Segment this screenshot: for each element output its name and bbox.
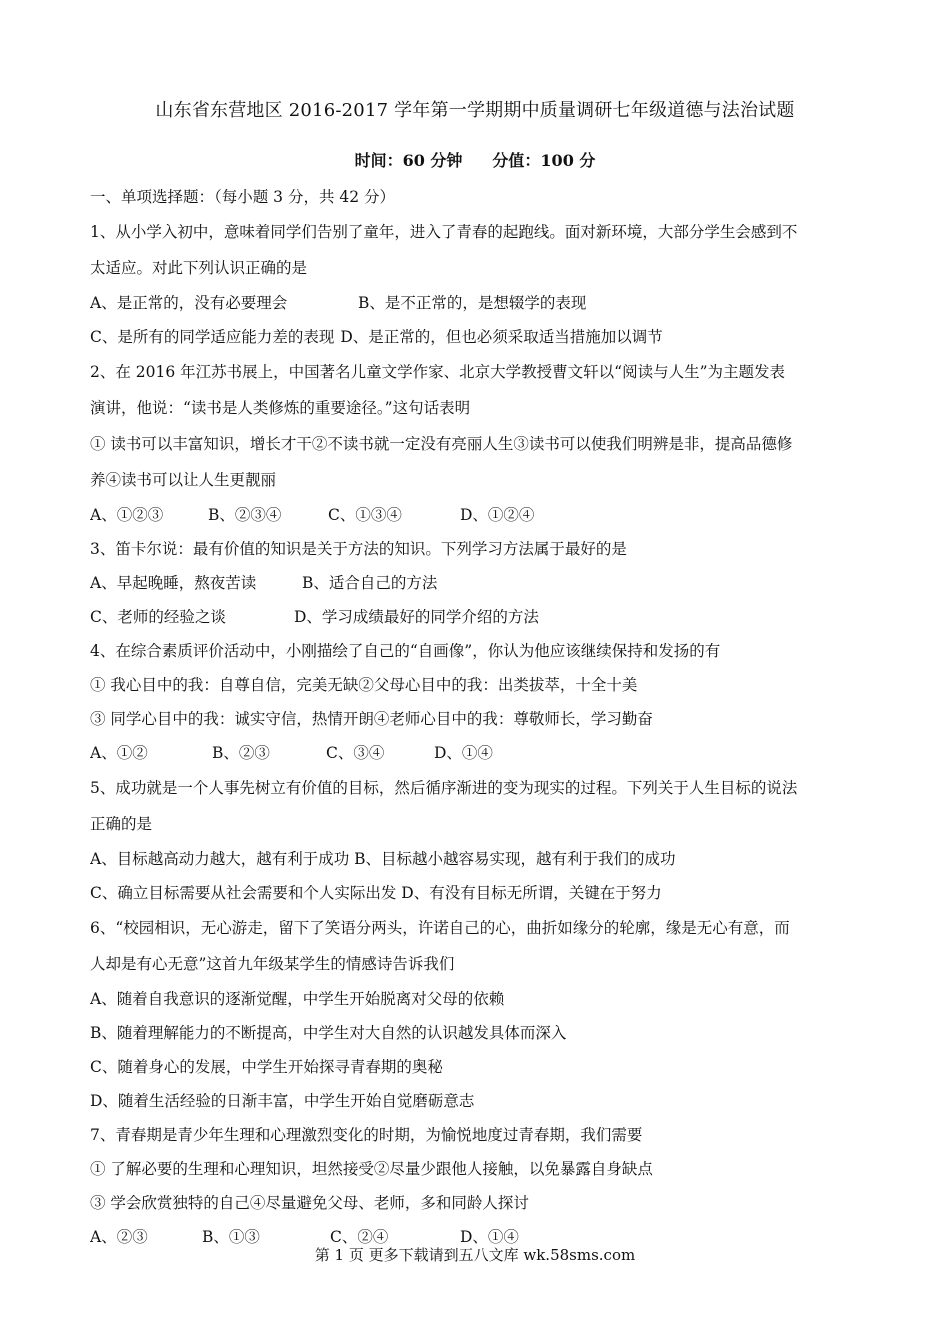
q1-option-b: B、是不正常的，是想辍学的表现 (358, 294, 587, 312)
q5-stem-line2: 正确的是 (90, 815, 153, 833)
q1-stem-line2: 太适应。对此下列认识正确的是 (90, 259, 308, 277)
q4-items-line1: ① 我心目中的我：自尊自信，完美无缺②父母心目中的我：出类拔萃，十全十美 (90, 676, 638, 694)
q2-option-b: B、②③④ (208, 506, 282, 524)
q7-option-b: B、①③ (202, 1228, 260, 1246)
q4-option-a: A、①② (90, 744, 148, 762)
q3-stem: 3、笛卡尔说：最有价值的知识是关于方法的知识。下列学习方法属于最好的是 (90, 540, 627, 558)
question-body (90, 180, 865, 1254)
time-limit: 时间：60 分钟 (354, 151, 463, 170)
q6-option-c: C、随着身心的发展，中学生开始探寻青春期的奥秘 (90, 1058, 443, 1076)
q5-stem-line1: 5、成功就是一个人事先树立有价值的目标，然后循序渐进的变为现实的过程。下列关于人生目标的说法 (90, 779, 798, 797)
page-footer: 第 1 页 更多下载请到五八文库 wk.58sms.com (314, 1246, 636, 1264)
q3-options-cd (90, 600, 865, 634)
q2-option-c: C、①③④ (328, 506, 402, 524)
exam-title: 山东省东营地区 2016-2017 学年第一学期期中质量调研七年级道德与法治试题 (155, 100, 795, 121)
exam-meta (0, 148, 950, 171)
q5-options-cd: C、确立目标需要从社会需要和个人实际出发 D、有没有目标无所谓，关键在于努力 (90, 884, 662, 902)
q7-items-line1: ① 了解必要的生理和心理知识，坦然接受②尽量少跟他人接触，以免暴露自身缺点 (90, 1160, 653, 1178)
q2-items-line1: ① 读书可以丰富知识，增长才干②不读书就一定没有亮丽人生③读书可以使我们明辨是非，提高品德修 (90, 435, 793, 453)
q4-options (90, 736, 865, 770)
q4-option-b: B、②③ (212, 744, 270, 762)
q5-options-ab: A、目标越高动力越大，越有利于成功 B、目标越小越容易实现，越有利于我们的成功 (90, 850, 676, 868)
q7-option-a: A、②③ (90, 1228, 148, 1246)
q4-items-line2: ③ 同学心目中的我：诚实守信，热情开朗④老师心目中的我：尊敬师长，学习勤奋 (90, 710, 653, 728)
section-heading: 一、单项选择题：（每小题 3 分，共 42 分） (90, 188, 396, 206)
q1-options-ab (90, 286, 865, 320)
q2-items-line2: 养④读书可以让人生更靓丽 (90, 471, 277, 489)
q3-option-d: D、学习成绩最好的同学介绍的方法 (294, 608, 539, 626)
q1-option-d: D、是正常的，但也必须采取适当措施加以调节 (340, 328, 663, 346)
q1-options-cd (90, 320, 865, 354)
q7-items-line2: ③ 学会欣赏独特的自己④尽量避免父母、老师，多和同龄人探讨 (90, 1194, 529, 1212)
total-score: 分值：100 分 (492, 151, 596, 170)
q4-stem: 4、在综合素质评价活动中，小刚描绘了自己的“自画像”，你认为他应该继续保持和发扬的有 (90, 642, 721, 660)
q7-stem: 7、青春期是青少年生理和心理激烈变化的时期，为愉悦地度过青春期，我们需要 (90, 1126, 643, 1144)
q1-option-a: A、是正常的，没有必要理会 (90, 294, 288, 312)
q6-stem-line2: 人却是有心无意”这首九年级某学生的情感诗告诉我们 (90, 955, 455, 973)
q7-option-c: C、②④ (330, 1228, 389, 1246)
q3-option-a: A、早起晚睡，熬夜苦读 (90, 574, 257, 592)
q2-option-a: A、①②③ (90, 506, 164, 524)
q1-option-c: C、是所有的同学适应能力差的表现 (90, 328, 335, 346)
q4-option-d: D、①④ (434, 744, 493, 762)
q2-options (90, 498, 865, 532)
q6-option-b: B、随着理解能力的不断提高，中学生对大自然的认识越发具体而深入 (90, 1024, 567, 1042)
q2-stem-line1: 2、在 2016 年江苏书展上，中国著名儿童文学作家、北京大学教授曹文轩以“阅读与人生”为主题发表 (90, 363, 786, 381)
q3-option-b: B、适合自己的方法 (302, 574, 438, 592)
q3-option-c: C、老师的经验之谈 (90, 608, 226, 626)
q1-stem-line1: 1、从小学入初中，意味着同学们告别了童年，进入了青春的起跑线。面对新环境，大部分学生会感到不 (90, 223, 798, 241)
q6-option-d: D、随着生活经验的日渐丰富，中学生开始自觉磨砺意志 (90, 1092, 475, 1110)
q3-options-ab (90, 566, 865, 600)
q7-option-d: D、①④ (460, 1228, 519, 1246)
q2-option-d: D、①②④ (460, 506, 535, 524)
q4-option-c: C、③④ (326, 744, 385, 762)
q2-stem-line2: 演讲，他说：“读书是人类修炼的重要途径。”这句话表明 (90, 399, 471, 417)
q6-option-a: A、随着自我意识的逐渐觉醒，中学生开始脱离对父母的依赖 (90, 990, 505, 1008)
q6-stem-line1: 6、“校园相识，无心游走，留下了笑语分两头，许诺自己的心，曲折如缘分的轮廓，缘是无心有意，而 (90, 919, 790, 937)
